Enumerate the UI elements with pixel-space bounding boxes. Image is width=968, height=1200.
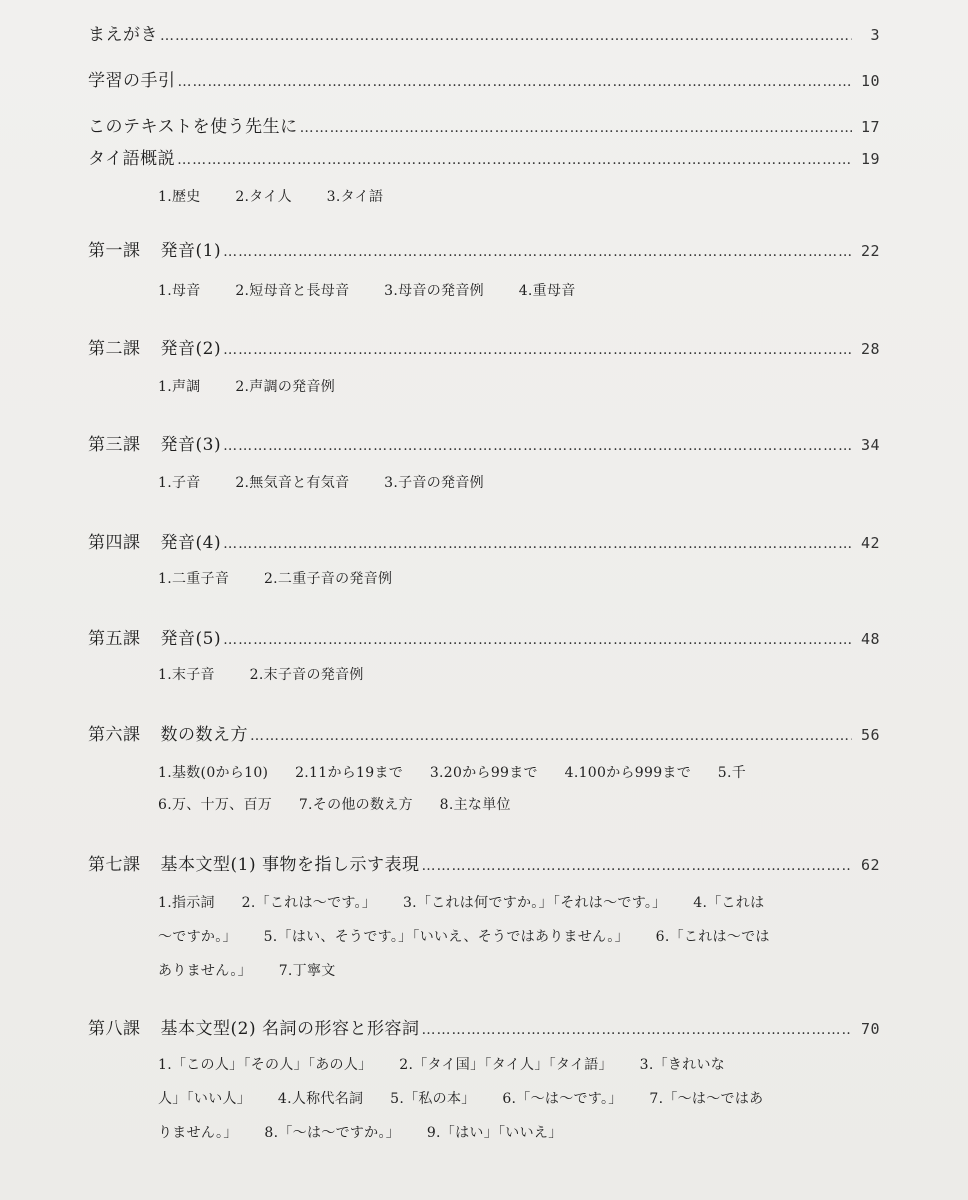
toc-subitem: ありません。」 <box>158 963 252 979</box>
toc-subitem: 4.重母音 <box>518 283 576 299</box>
lesson-number: 第一課 <box>88 241 141 261</box>
toc-subitem: 3.子音の発音例 <box>384 475 484 491</box>
toc-subitem: 2.タイ人 <box>235 189 292 205</box>
lesson-number: 第五課 <box>88 629 141 649</box>
lesson-title: 発音(2) <box>160 339 222 359</box>
dot-leader <box>223 438 852 454</box>
toc-entry-lesson-5[interactable] <box>88 624 880 654</box>
toc-entry-title <box>88 334 221 359</box>
toc-entry-guide[interactable] <box>88 66 880 96</box>
toc-entry-lesson-4[interactable] <box>88 528 880 558</box>
lesson-title: 基本文型(2) 名詞の形容と形容詞 <box>160 1019 420 1039</box>
dot-leader <box>223 342 852 358</box>
dot-leader <box>250 728 852 744</box>
toc-entry-lesson-8[interactable] <box>88 1014 880 1044</box>
toc-subitem: 2.無気音と有気音 <box>235 475 350 491</box>
toc-subitem: 2.末子音の発音例 <box>249 667 364 683</box>
toc-entry-title: まえがき <box>88 25 158 45</box>
toc-subitem: 7.その他の数え方 <box>298 797 413 813</box>
toc-subitem: 5.千 <box>717 765 747 781</box>
toc-subitem: 1.基数(0から10) <box>158 765 269 781</box>
dot-leader <box>178 74 853 90</box>
toc-entry-for-teachers[interactable] <box>88 112 880 142</box>
toc-subitems-line <box>158 1088 858 1108</box>
toc-subitem: 6.「～は～です。」 <box>502 1091 623 1107</box>
toc-entry-lesson-6[interactable] <box>88 720 880 750</box>
toc-subitems <box>158 564 858 594</box>
lesson-number: 第三課 <box>88 435 141 455</box>
toc-subitem: 1.子音 <box>158 475 201 491</box>
toc-subitem: 4.「これは <box>693 895 765 911</box>
toc-entry-lesson-3[interactable] <box>88 430 880 460</box>
toc-subitem: 1.声調 <box>158 379 201 395</box>
toc-subitem: 3.「きれいな <box>639 1057 726 1073</box>
lesson-number: 第七課 <box>88 855 141 875</box>
toc-entry-title <box>88 850 419 875</box>
toc-subitems-line <box>158 926 858 946</box>
toc-subitems <box>158 276 858 306</box>
toc-subitem: 6.「これは～では <box>655 929 770 945</box>
toc-entry-title: 学習の手引 <box>88 71 176 91</box>
toc-subitem: 1.二重子音 <box>158 571 230 587</box>
toc-entry-title: タイ語概説 <box>88 149 176 169</box>
toc-subitem: 4.人称代名詞 <box>277 1091 364 1107</box>
toc-page-number: 34 <box>860 436 880 454</box>
toc-subitem: 1.歴史 <box>158 189 201 205</box>
lesson-title: 発音(5) <box>160 629 222 649</box>
toc-subitems-line <box>158 960 858 980</box>
toc-page-number: 56 <box>860 726 880 744</box>
toc-page-number: 22 <box>860 242 880 260</box>
lesson-number: 第四課 <box>88 533 141 553</box>
toc-subitem: 2.「これは～です。」 <box>241 895 377 911</box>
lesson-number: 第二課 <box>88 339 141 359</box>
toc-entry-maegaki[interactable] <box>88 20 880 50</box>
lesson-number: 第八課 <box>88 1019 141 1039</box>
toc-subitems-line <box>158 892 858 912</box>
dot-leader <box>160 28 852 44</box>
toc-subitem: 4.100から999まで <box>564 765 692 781</box>
lesson-title: 基本文型(1) 事物を指し示す表現 <box>160 855 420 875</box>
dot-leader <box>421 1022 852 1038</box>
toc-subitem: 3.「これは何ですか。」「それは～です。」 <box>402 895 667 911</box>
toc-subitem: 3.20から99まで <box>429 765 538 781</box>
dot-leader <box>177 152 852 168</box>
toc-page-number: 42 <box>860 534 880 552</box>
toc-subitems <box>158 372 858 402</box>
toc-entry-lesson-1[interactable] <box>88 236 880 266</box>
toc-subitem: 5.「はい、そうです。」「いいえ、そうではありません。」 <box>263 929 629 945</box>
toc-entry-title <box>88 528 221 553</box>
toc-entry-title <box>88 624 221 649</box>
toc-subitem: 8.主な単位 <box>439 797 511 813</box>
toc-page-number: 62 <box>860 856 880 874</box>
toc-subitem: 2.二重子音の発音例 <box>263 571 393 587</box>
toc-subitem: 1.指示詞 <box>158 895 215 911</box>
lesson-title: 発音(1) <box>160 241 222 261</box>
toc-subitem: 1.「この人」「その人」「あの人」 <box>158 1057 373 1073</box>
toc-subitem: 人」「いい人」 <box>158 1091 252 1107</box>
lesson-title: 発音(3) <box>160 435 222 455</box>
lesson-title: 数の数え方 <box>160 725 248 745</box>
dot-leader <box>223 632 852 648</box>
toc-subitem: 8.「～は～ですか。」 <box>264 1125 401 1141</box>
toc-entry-title <box>88 720 248 745</box>
toc-entry-thai-overview[interactable] <box>88 144 880 174</box>
toc-entry-title <box>88 430 221 455</box>
toc-page-number: 19 <box>860 150 880 168</box>
toc-subitem: 1.末子音 <box>158 667 215 683</box>
toc-subitems-line <box>158 1122 858 1142</box>
dot-leader <box>223 244 852 260</box>
toc-entry-title <box>88 1014 419 1039</box>
toc-entry-title <box>88 236 221 261</box>
toc-entry-lesson-2[interactable] <box>88 334 880 364</box>
toc-page-number: 48 <box>860 630 880 648</box>
toc-subitem: 9.「はい」「いいえ」 <box>426 1125 563 1141</box>
toc-subitem: 2.11から19まで <box>295 765 404 781</box>
toc-subitems-line <box>158 1054 858 1074</box>
toc-page-number: 10 <box>860 72 880 90</box>
toc-subitem: 2.短母音と長母音 <box>235 283 350 299</box>
toc-subitem: 2.「タイ国」「タイ人」「タイ語」 <box>399 1057 613 1073</box>
toc-subitem: ～ですか。」 <box>158 929 237 945</box>
toc-subitem: 7.丁寧文 <box>278 963 336 979</box>
toc-page-number: 28 <box>860 340 880 358</box>
toc-subitems-line <box>158 794 858 814</box>
toc-page-number: 70 <box>860 1020 880 1038</box>
lesson-title: 発音(4) <box>160 533 222 553</box>
toc-entry-lesson-7[interactable] <box>88 850 880 880</box>
toc-subitem: りません。」 <box>158 1125 238 1141</box>
toc-subitem: 6.万、十万、百万 <box>158 797 273 813</box>
toc-entry-title: このテキストを使う先生に <box>88 117 298 137</box>
dot-leader <box>223 536 852 552</box>
toc-subitem: 3.タイ語 <box>326 189 384 205</box>
toc-page-number: 17 <box>860 118 880 136</box>
toc-subitems <box>158 182 858 212</box>
toc-subitems-line <box>158 762 858 782</box>
dot-leader <box>300 120 852 136</box>
toc-page-number: 3 <box>870 26 880 44</box>
toc-subitem: 5.「私の本」 <box>390 1091 476 1107</box>
dot-leader <box>421 858 852 874</box>
toc-subitem: 7.「～は～ではあ <box>649 1091 764 1107</box>
toc-subitem: 1.母音 <box>158 283 201 299</box>
lesson-number: 第六課 <box>88 725 141 745</box>
toc-subitem: 3.母音の発音例 <box>384 283 484 299</box>
toc-subitem: 2.声調の発音例 <box>235 379 336 395</box>
toc-subitems <box>158 468 858 498</box>
toc-subitems <box>158 660 858 690</box>
